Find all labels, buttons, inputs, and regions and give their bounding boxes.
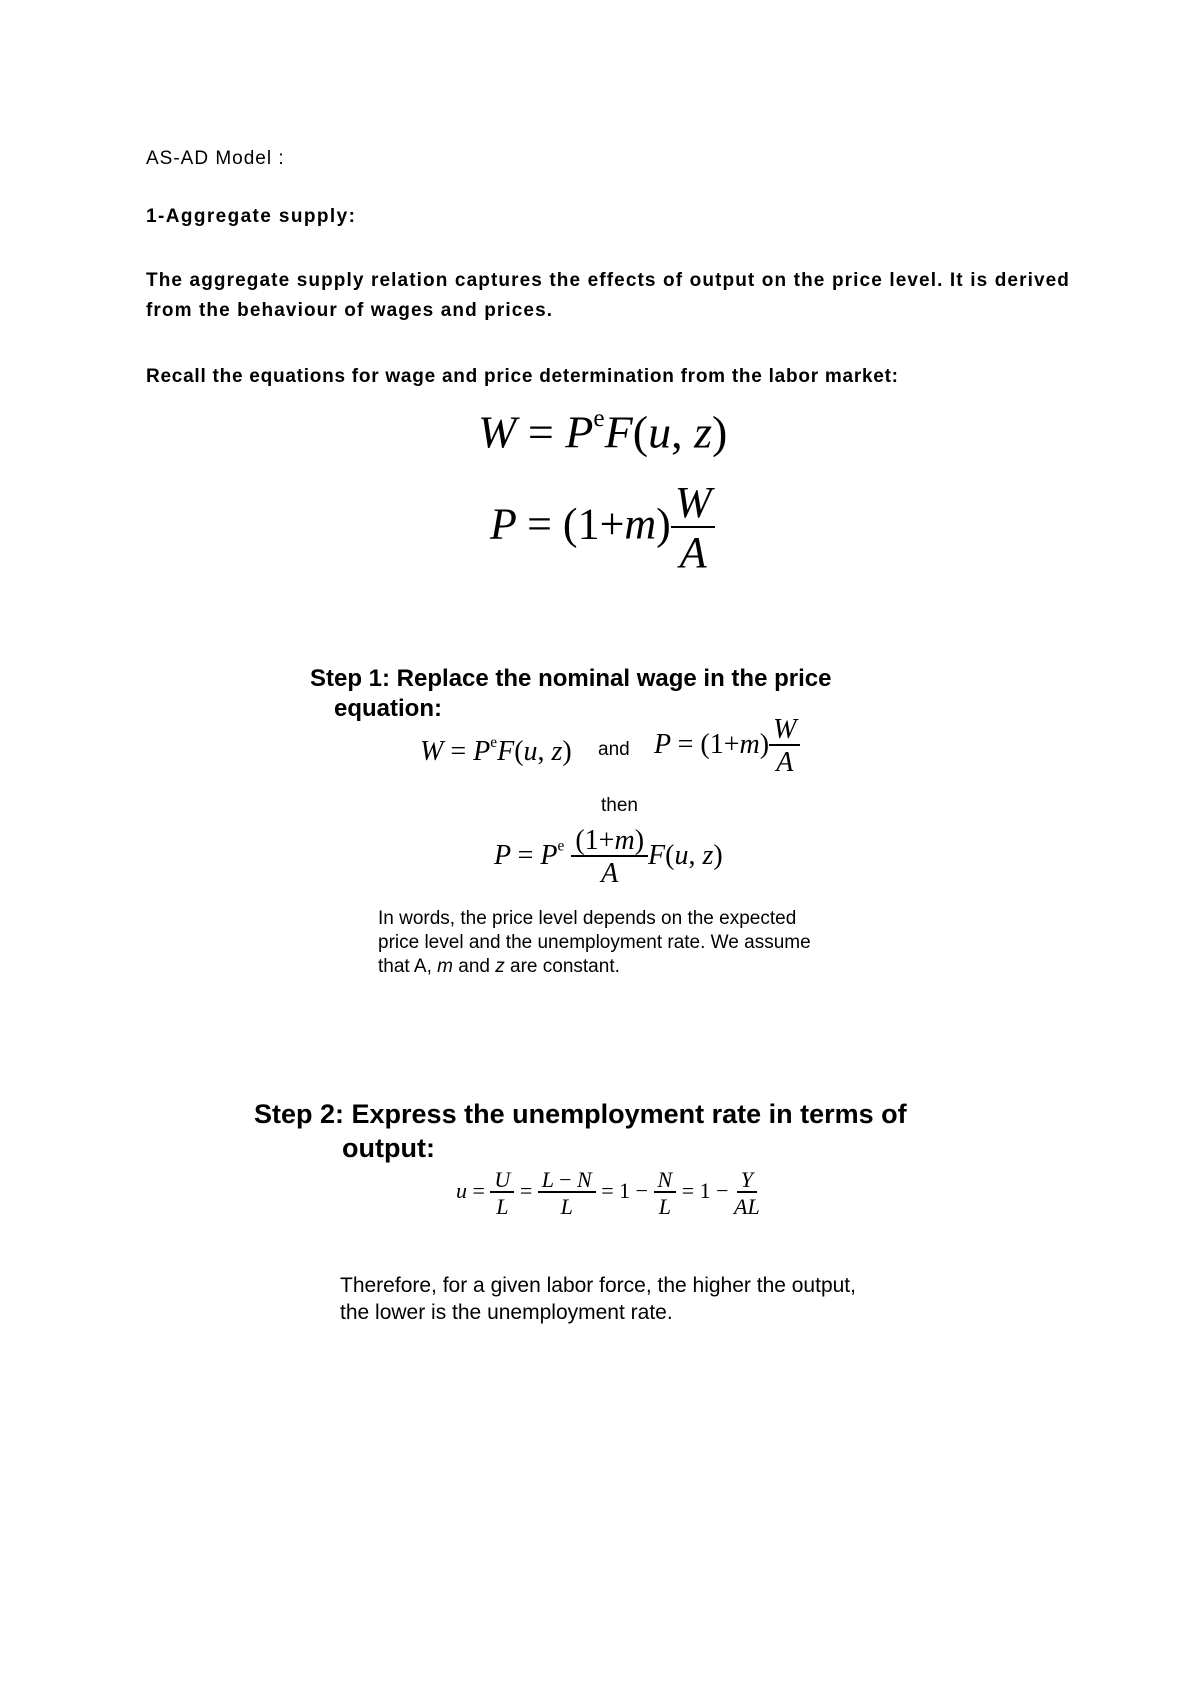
wage-setting-equation: $W = P^eF(u$, z) bbox=[478, 404, 728, 458]
step1-title-line2: equation: bbox=[334, 695, 442, 722]
explanation-text: are constant. bbox=[504, 956, 620, 977]
step2-conclusion-line1: Therefore, for a given labor force, the higher the output, bbox=[340, 1274, 856, 1297]
section-heading: 1-Aggregate supply: bbox=[146, 206, 357, 227]
document-title: AS-AD Model : bbox=[146, 148, 285, 169]
and-word: and bbox=[598, 739, 630, 760]
then-word: then bbox=[601, 795, 638, 816]
step1-title-line1: Step 1: Replace the nominal wage in the price bbox=[310, 665, 832, 692]
variable-m: m bbox=[437, 956, 453, 977]
step1-explanation-line1: In words, the price level depends on the expected bbox=[378, 908, 797, 929]
aggregate-supply-equation: $P = P^e$ $\frac{(1+m)}{A}$ F(u, z) bbox=[494, 825, 723, 890]
unemployment-equation: u = $\frac{U}{L}$ = $\frac{L - N}{L}$ = 1 − $\frac{N}{L}$ = 1 − $\frac{Y}{AL}$ bbox=[456, 1167, 760, 1220]
step2-title-line1: Step 2: Express the unemployment rate in terms of bbox=[254, 1099, 907, 1129]
explanation-text: that A, bbox=[378, 956, 438, 977]
step1-wage-equation: $W = P^eF(u$, z) bbox=[420, 734, 572, 768]
variable-z: z bbox=[495, 956, 505, 977]
recall-text: Recall the equations for wage and price determination from the labor market: bbox=[146, 366, 899, 387]
intro-paragraph: The aggregate supply relation captures the effects of output on the price level. It is derived from the behaviour of wages and prices. bbox=[146, 270, 1070, 321]
step2-title-line2: output: bbox=[342, 1133, 435, 1163]
step1-explanation-line3 bbox=[378, 955, 620, 979]
price-setting-equation: P = (1+m) $\frac{W}{A}$ bbox=[490, 480, 715, 576]
step1-price-equation: P = (1+m) $\frac{W}{A}$ bbox=[654, 715, 800, 778]
step1-explanation-line2: price level and the unemployment rate. We assume bbox=[378, 932, 811, 953]
explanation-text: and bbox=[452, 956, 496, 977]
step2-conclusion-line2: the lower is the unemployment rate. bbox=[340, 1301, 673, 1324]
